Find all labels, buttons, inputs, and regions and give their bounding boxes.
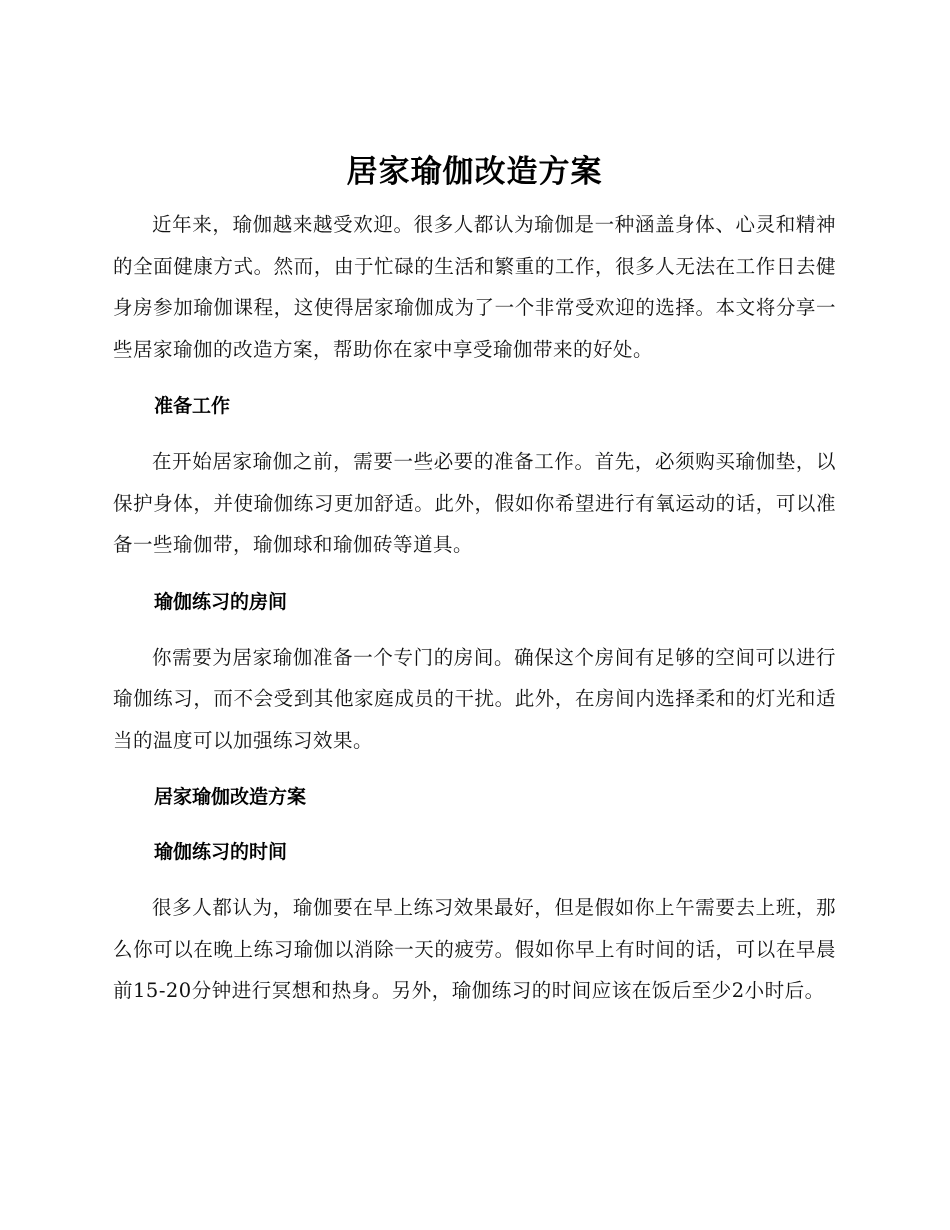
spacer (113, 420, 836, 441)
spacer (113, 866, 836, 887)
spacer (113, 616, 836, 637)
section-body-time: 很多人都认为，瑜伽要在早上练习效果最好，但是假如你上午需要去上班，那么你可以在晚上练习瑜伽以消除一天的疲劳。假如你早上有时间的话，可以在早晨前15-20分钟进行冥想和热身。另外，瑜伽练习的时间应该在饭后至少2小时后。 (113, 896, 836, 1002)
spacer (113, 811, 836, 838)
spacer (113, 370, 836, 392)
spacer (113, 761, 836, 783)
section-heading-preparation: 准备工作 (154, 395, 231, 417)
section-heading-plan: 居家瑜伽改造方案 (154, 786, 307, 808)
document-title: 居家瑜伽改造方案 (346, 154, 603, 190)
section-body-preparation: 在开始居家瑜伽之前，需要一些必要的准备工作。首先，必须购买瑜伽垫，以保护身体，并使瑜伽练习更加舒适。此外，假如你希望进行有氧运动的话，可以准备一些瑜伽带，瑜伽球和瑜伽砖等道具。 (113, 450, 836, 556)
section-heading-time: 瑜伽练习的时间 (154, 841, 288, 863)
section-body-room: 你需要为居家瑜伽准备一个专门的房间。确保这个房间有足够的空间可以进行瑜伽练习，而不会受到其他家庭成员的干扰。此外，在房间内选择柔和的灯光和适当的温度可以加强练习效果。 (113, 645, 836, 752)
spacer (113, 566, 836, 588)
intro-paragraph: 近年来，瑜伽越来越受欢迎。很多人都认为瑜伽是一种涵盖身体、心灵和精神的全面健康方式。然而，由于忙碌的生活和繁重的工作，很多人无法在工作日去健身房参加瑜伽课程，这使得居家瑜伽成为了一个非常受欢迎的选择。本文将分享一些居家瑜伽的改造方案，帮助你在家中享受瑜伽带来的好处。 (113, 213, 836, 361)
section-heading-room: 瑜伽练习的房间 (154, 590, 288, 613)
